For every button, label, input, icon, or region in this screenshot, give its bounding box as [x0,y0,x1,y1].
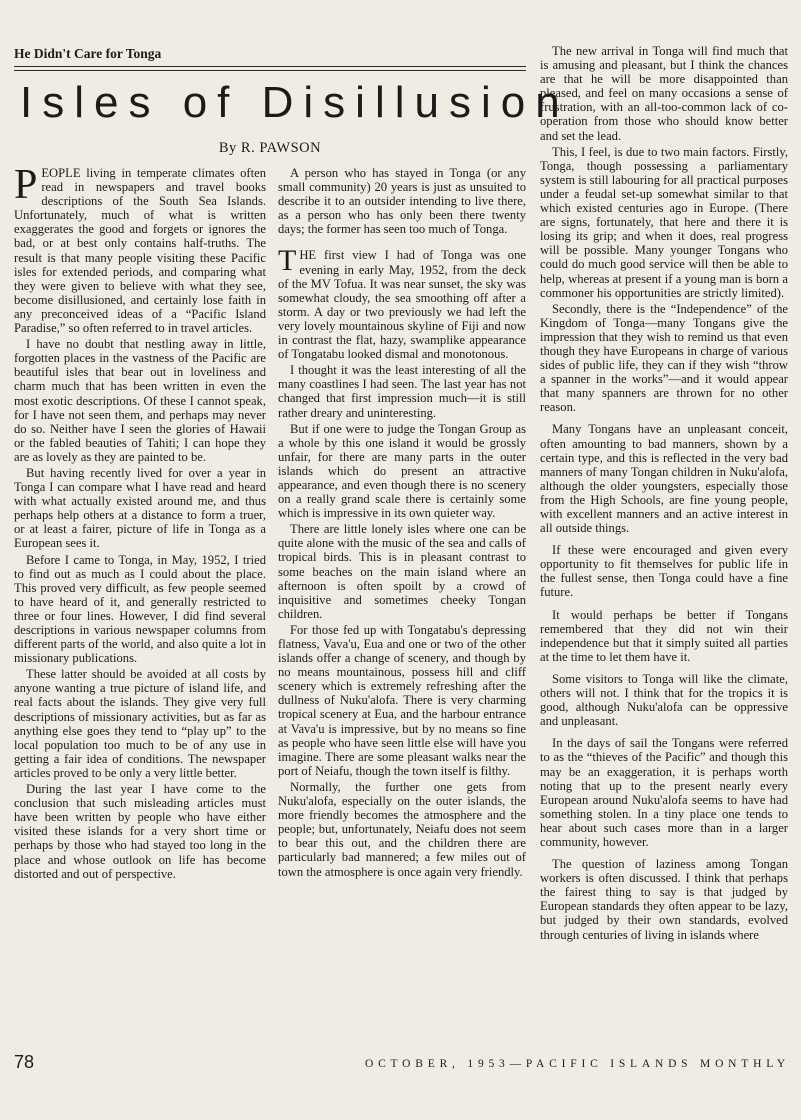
paragraph: The new arrival in Tonga will find much that is amusing and pleasant, but I think the chances are that he will be more disappointed than pleased, and feel on many occasions a sense of frustration, with an all-too-common lack of co-operation from those who should know better and set the lead. [540,44,788,143]
folio-line: OCTOBER, 1953—PACIFIC ISLANDS MONTHLY [364,1058,790,1070]
column-2 [278,166,526,881]
paragraph: These latter should be avoided at all costs by anyone wanting a true picture of island life, and real facts about the islands. They give very full descriptions of missionary activities, but as far as anything else goes they tend to “play up” to the local population too much to be of any use in getting a fair idea of conditions. The newspaper articles proved to be only a very little better. [14,667,266,780]
drop-cap: P [14,162,38,208]
paragraph: A person who has stayed in Tonga (or any small community) 20 years is just as unsuited to describe it to an outsider intending to live there, as a person who has only been there twenty days; the former has seen too much of Tonga. [278,166,526,237]
drop-cap: T [278,244,297,278]
paragraph: But having recently lived for over a year in Tonga I can compare what I have read and heard with what actually existed around me, and thus perhaps help others at a distance to form a truer, or at least a fairer, picture of life in Tonga as a European sees it. [14,465,266,551]
article-headline: Isles of Disillusion [20,78,570,127]
title-rule-top [14,66,526,67]
paragraph: This, I feel, is due to two main factors. Firstly, Tonga, though possessing a parliamentary system is still labouring for all practical purposes under a feudal set-up somewhat similar to that which existed centuries ago in Europe. (There are signs, fortunately, that here and there it is losing its grip; and when it does, real progress will be possible. Many younger Tongans who could do much good service will then be able to help, whereas at present if a young man is born a commoner his opportunities are strictly limited). [540,144,788,300]
paragraph: The question of laziness among Tongan workers is often discussed. I think that perhaps the fairest thing to say is that judged by European standards they often appear to be lazy, but judged by their own standards, evolved through centuries of living in islands where [540,857,788,942]
kicker: He Didn't Care for Tonga [14,46,162,61]
page-number: 78 [14,1052,35,1072]
paragraph: Secondly, there is the “Independence” of the Kingdom of Tonga—many Tongans give the impression that they wish to remind us that even though they have Europeans in charge of various sides of public life, they can if they wish “throw a spanner in the works”—and it would appear that many spanners are thrown for no other reason. [540,301,788,415]
paragraph: PEOPLE living in temperate climates often read in newspapers and travel books descriptions of the South Sea Islands. Unfortunately, much of what is written exaggerates the good and forgets or ignores the bad, or at best only contains half-truths. The result is that many people visiting these Pacific isles for extended periods, and comparing what they were given to believe with what they see, become disillusioned, and certainly lose faith in any preconceived ideas of a “Pacific Island Paradise,” so often referred to in travel articles. [14,162,266,336]
article-byline: By R. PAWSON [218,140,322,156]
paragraph: Many Tongans have an unpleasant conceit, often amounting to bad manners, shown by a certain type, and this is reflected in the very bad manners of many Tongan children in Nuku'alofa, although the older youngsters, especially those from the High Schools, are fine young people, with excellent manners and an active interest in all outside things. [540,422,788,536]
paragraph: There are little lonely isles where one can be quite alone with the music of the sea and calls of tropical birds. This is in pleasant contrast to some beaches on the main island where an afternoon is often spoilt by a crowd of inquisitive and sometimes cheeky Tongan children. [278,522,526,621]
paragraph: Before I came to Tonga, in May, 1952, I tried to find out as much as I could about the place. This proved very difficult, as few people seemed to have heard of it, and generally restricted to three or four lines. However, I did find several descriptions in various newspaper columns from different parts of the world, and also quite a lot in missionary publications. [14,552,266,666]
title-rule-bottom [14,70,526,71]
paragraph: If these were encouraged and given every opportunity to fit themselves for public life in the fullest sense, then Tonga could have a fine future. [540,543,788,600]
column-3 [540,44,788,950]
paragraph: Normally, the further one gets from Nuku'alofa, especially on the outer islands, the more friendly becomes the atmosphere and the people; but, unfortunately, Neiafu does not seem to bear this out, and the children there are particularly bad mannered; a few miles out of town the atmosphere is once again very friendly. [278,779,526,879]
paragraph: Some visitors to Tonga will like the climate, others will not. I think that for the tropics it is good, although Nuku'alofa can be oppressive and unpleasant. [540,671,788,729]
paragraph: I have no doubt that nestling away in little, forgotten places in the vastness of the Pacific are beautiful isles that bear out in loveliness and charm much that has been written in even the most exotic descriptions. Of these I cannot speak, for I have not seen them, and perhaps may never do so. Neither have I seen the glories of Hawaii or the fabled beauties of Tahiti; I can hope they are as lovely as they are painted to be. [14,337,266,464]
paragraph: In the days of sail the Tongans were referred to as the “thieves of the Pacific” and though this may be an exaggeration, it is perhaps worth noting that up to the present nearly every European around Nuku'alofa seems to have had something stolen. In a tiny place one tends to hear about such cases more than in a larger community, however. [540,736,788,849]
paragraph: It would perhaps be better if Tongans remembered that they did not win their independence but that it simply suited all parties at the time to let them have it. [540,607,788,664]
paragraph: During the last year I have come to the conclusion that such misleading articles must have been written by people who have either visited these islands for a very short time or perhaps by those who had stayed too long in the place and whose outlook on life has become distorted and out of perspective. [14,782,266,881]
paragraph: I thought it was the least interesting of all the many coastlines I had seen. The last year has not changed that first impression much—it is still rather dreary and uninteresting. [278,363,526,420]
paragraph: For those fed up with Tongatabu's depressing flatness, Vava'u, Eua and one or two of the other islands offer a change of scenery, and though by no means mountainous, possess hill and cliff scenery which is extremely refreshing after the dullness of Nuku'alofa. There is very charming tropical scenery at Eua, and the harbour entrance at Vava'u is impressive, but by no means so fine as people who have seen little else will have you imagine. There are some pleasant walks near the port of Neiafu, though the town itself is filthy. [278,622,526,778]
paragraph: But if one were to judge the Tongan Group as a whole by this one island it would be grossly unfair, for there are many parts in the outer islands which do present an attractive appearance, and even though there is no scenery on a really grand scale there is certainly some which is impressive in its own quieter way. [278,421,526,521]
page-footer [14,1052,790,1076]
paragraph: THE first view I had of Tonga was one evening in early May, 1952, from the deck of the MV Tofua. It was near sunset, the sky was somewhat cloudy, the sea smoothing off after a storm. A day or two previously we had left the very lovely mountainous skyline of Fiji and now in contrast the flat, hazy, swamplike appearance of Tongatabu looked dismal and monotonous. [278,244,526,362]
column-1 [14,162,266,883]
